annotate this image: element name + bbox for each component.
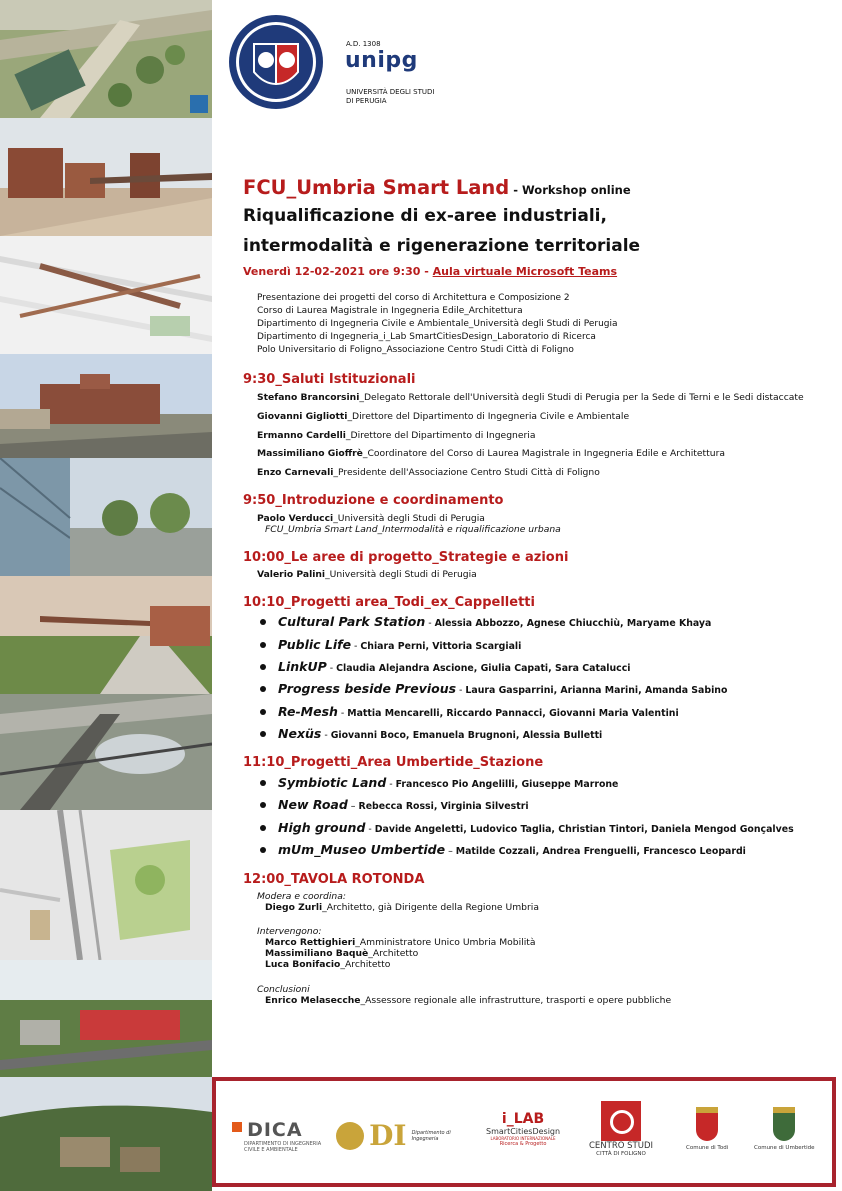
speaker-role: _Amministratore Unico Umbria Mobilità: [355, 937, 536, 948]
speaker-name: Luca Bonifacio: [265, 959, 341, 970]
bullet-icon: [260, 709, 266, 715]
photo-site-plan: [0, 810, 212, 960]
project-item: [260, 659, 631, 674]
bullet-icon: [260, 802, 266, 808]
project-item: [260, 775, 618, 790]
moderator-label: Modera e coordina:: [257, 891, 346, 902]
project-name: mUm_Museo Umbertide: [278, 842, 446, 857]
project-members: Alessia Abbozzo, Agnese Chiucchiù, Maryame Khaya: [434, 618, 712, 629]
speaker-row: [257, 513, 485, 524]
speaker-name: Paolo Verducci: [257, 513, 334, 524]
dica-sub2: CIVILE E AMBIENTALE: [244, 1147, 298, 1153]
photo-park-walkway: [0, 576, 212, 694]
speaker-role: _Presidente dell'Associazione Centro Studi Città di Foligno: [333, 467, 600, 478]
project-sep: -: [321, 730, 331, 741]
todi-text: Comune di Todi: [686, 1145, 729, 1151]
photo-brick-building: [0, 118, 212, 236]
speaker-name: Enrico Melasecche: [265, 995, 361, 1006]
project-item: [260, 726, 602, 741]
speaker-role: _Architetto, già Dirigente della Regione Umbria: [322, 902, 539, 913]
umbertide-crest-icon: [773, 1107, 795, 1141]
project-item: [260, 637, 521, 652]
section-heading-saluti: 9:30_Saluti Istituzionali: [243, 372, 416, 387]
university-seal: [228, 14, 324, 110]
speaker-role: _Università degli Studi di Perugia: [333, 513, 485, 524]
speaker-name: Diego Zurli: [265, 902, 323, 913]
speaker-role: _Assessore regionale alle infrastrutture, trasporti e opere pubbliche: [360, 995, 672, 1006]
project-members: Rebecca Rossi, Virginia Silvestri: [358, 801, 529, 812]
conclusions-label: Conclusioni: [257, 984, 310, 995]
project-members: Mattia Mencarelli, Riccardo Pannacci, Giovanni Maria Valentini: [347, 708, 679, 719]
photo-aerial-park: [0, 0, 212, 118]
centro-text: CENTRO STUDI: [589, 1141, 654, 1151]
section-heading-todi: 10:10_Progetti area_Todi_ex_Cappelletti: [243, 595, 535, 610]
univ-brand: unipg: [345, 48, 418, 73]
speaker-row: [257, 448, 725, 459]
project-item: [260, 797, 529, 812]
speaker-role: _Direttore del Dipartimento di Ingegneria Civile e Ambientale: [347, 411, 630, 422]
ilab-sub2: LABORATORIO INTERNAZIONALE: [490, 1136, 556, 1141]
intro-line: Corso di Laurea Magistrale in Ingegneria Edile_Architettura: [257, 306, 523, 316]
di-text: DI: [369, 1119, 407, 1152]
centro-studi-icon: [601, 1101, 641, 1141]
ilab-sub: SmartCitiesDesign: [486, 1127, 561, 1136]
project-sep: -: [337, 708, 348, 719]
speaker-name: Ermanno Cardelli: [257, 430, 346, 441]
section-heading-tavola: 12:00_TAVOLA ROTONDA: [243, 872, 425, 887]
speaker-role: _Delegato Rettorale dell'Università degli Studi di Perugia per la Sede di Terni e le Sedi distaccate: [359, 392, 804, 403]
dica-mark-icon: [232, 1122, 242, 1132]
speaker-row: [265, 948, 418, 959]
intro-line: Presentazione dei progetti del corso di Architettura e Composizione 2: [257, 293, 570, 303]
interventions-label: Intervengono:: [257, 926, 322, 937]
photo-landscape: [0, 1077, 212, 1191]
photo-strip: [0, 0, 212, 1191]
speaker-name: Valerio Palini: [257, 569, 326, 580]
project-name: High ground: [278, 820, 366, 835]
speaker-row: [257, 392, 804, 403]
project-sep: –: [445, 846, 456, 857]
speaker-row: [265, 959, 390, 970]
univ-name-1: UNIVERSITÀ DEGLI STUDI: [346, 88, 435, 96]
date-text: Venerdì 12-02-2021 ore 9:30 -: [243, 265, 433, 278]
section-heading-umbertide: 11:10_Progetti_Area Umbertide_Stazione: [243, 755, 544, 770]
intro-line: Polo Universitario di Foligno_Associazione Centro Studi Città di Foligno: [257, 345, 574, 355]
project-name: Cultural Park Station: [278, 614, 426, 629]
bullet-icon: [260, 686, 266, 692]
speaker-role: _Direttore del Dipartimento di Ingegneria: [345, 430, 536, 441]
ilab-logo: [486, 1111, 560, 1147]
bullet-icon: [260, 642, 266, 648]
project-name: LinkUP: [278, 659, 327, 674]
ilab-sub3: Ricerca & Progetto: [499, 1141, 547, 1147]
photo-brick-complex: [0, 354, 212, 458]
venue-link[interactable]: Aula virtuale Microsoft Teams: [432, 265, 618, 278]
title-line-3: intermodalità e rigenerazione territoriale: [243, 236, 641, 256]
project-sep: –: [347, 801, 359, 812]
project-item: [260, 704, 679, 719]
photo-glass-station: [0, 458, 212, 576]
speaker-role: _Università degli Studi di Perugia: [325, 569, 477, 580]
di-seal-icon: [336, 1122, 364, 1150]
project-name: Nexüs: [278, 726, 322, 741]
umbertide-text: Comune di Umbertide: [754, 1145, 815, 1151]
project-sep: -: [456, 685, 466, 696]
project-name: New Road: [278, 797, 348, 812]
date-line: [243, 265, 617, 278]
dica-text: DICA: [247, 1119, 303, 1141]
project-members: Francesco Pio Angelilli, Giuseppe Marrone: [395, 779, 619, 790]
project-members: Chiara Perni, Vittoria Scargiali: [360, 641, 522, 652]
project-name: Symbiotic Land: [278, 775, 387, 790]
project-members: Laura Gasparrini, Arianna Marini, Amanda Sabino: [465, 685, 728, 696]
speaker-name: Massimiliano Gioffrè: [257, 448, 363, 459]
centro-sub: CITTÀ DI FOLIGNO: [596, 1151, 646, 1157]
project-sep: -: [351, 641, 361, 652]
project-members: Claudia Alejandra Ascione, Giulia Capati, Sara Catalucci: [336, 663, 631, 674]
speaker-role: _Architetto: [368, 948, 419, 959]
title-suffix: - Workshop online: [509, 183, 631, 197]
title-main: FCU_Umbria Smart Land: [243, 176, 510, 199]
intro-line: Dipartimento di Ingegneria_i_Lab SmartCitiesDesign_Laboratorio di Ricerca: [257, 332, 596, 342]
project-sep: -: [365, 824, 375, 835]
speaker-name: Massimiliano Baquè: [265, 948, 369, 959]
speaker-role: _Architetto: [340, 959, 391, 970]
speaker-row: [265, 902, 539, 913]
univ-name-2: DI PERUGIA: [346, 97, 387, 105]
speaker-row: [257, 411, 629, 422]
bullet-icon: [260, 847, 266, 853]
project-sep: -: [386, 779, 396, 790]
title-line-2: Riqualificazione di ex-aree industriali,: [243, 206, 607, 226]
footer-logos: [212, 1077, 836, 1187]
di-logo: [336, 1119, 451, 1152]
project-members: Davide Angeletti, Ludovico Taglia, Christian Tintori, Daniela Mengod Gonçalves: [374, 824, 794, 835]
project-sep: -: [425, 618, 435, 629]
photo-bridge-model: [0, 236, 212, 354]
todi-logo: [686, 1107, 728, 1151]
bullet-icon: [260, 825, 266, 831]
bullet-icon: [260, 780, 266, 786]
talk-subtitle: FCU_Umbria Smart Land_Intermodalità e riqualificazione urbana: [265, 524, 561, 535]
di-sub: Dipartimento di Ingegneria: [411, 1129, 451, 1142]
speaker-name: Stefano Brancorsini: [257, 392, 360, 403]
speaker-row: [265, 937, 535, 948]
univ-small: A.D. 1308: [346, 40, 381, 48]
speaker-row: [257, 467, 600, 478]
project-item: [260, 820, 794, 835]
title-line-1: [243, 176, 631, 199]
speaker-row: [257, 569, 477, 580]
photo-red-buildings: [0, 960, 212, 1077]
speaker-name: Giovanni Gigliotti: [257, 411, 348, 422]
umbertide-logo: [754, 1107, 815, 1151]
section-heading-intro: 9:50_Introduzione e coordinamento: [243, 493, 504, 508]
project-item: [260, 614, 711, 629]
photo-aerial-station: [0, 694, 212, 810]
speaker-row: [257, 430, 535, 441]
project-members: Giovanni Boco, Emanuela Brugnoni, Alessia Bulletti: [330, 730, 603, 741]
todi-crest-icon: [696, 1107, 718, 1141]
dica-sub1: DIPARTIMENTO DI INGEGNERIA: [244, 1141, 322, 1147]
project-sep: -: [326, 663, 337, 674]
ilab-text: i_LAB: [501, 1111, 545, 1127]
speaker-role: _Coordinatore del Corso di Laurea Magistrale in Ingegneria Edile e Architettura: [362, 448, 725, 459]
speaker-name: Enzo Carnevali: [257, 467, 334, 478]
bullet-icon: [260, 664, 266, 670]
bullet-icon: [260, 731, 266, 737]
bullet-icon: [260, 619, 266, 625]
intro-block: [257, 292, 618, 357]
project-item: [260, 681, 727, 696]
dica-logo: [232, 1119, 321, 1153]
project-item: [260, 842, 746, 857]
section-heading-aree: 10:00_Le aree di progetto_Strategie e azioni: [243, 550, 569, 565]
centro-studi-logo: [589, 1101, 653, 1157]
project-name: Progress beside Previous: [278, 681, 457, 696]
project-members: Matilde Cozzali, Andrea Frenguelli, Francesco Leopardi: [455, 846, 746, 857]
project-name: Public Life: [278, 637, 352, 652]
intro-line: Dipartimento di Ingegneria Civile e Ambientale_Università degli Studi di Perugia: [257, 319, 618, 329]
speaker-row: [265, 995, 671, 1006]
project-name: Re-Mesh: [278, 704, 338, 719]
speaker-name: Marco Rettighieri: [265, 937, 356, 948]
